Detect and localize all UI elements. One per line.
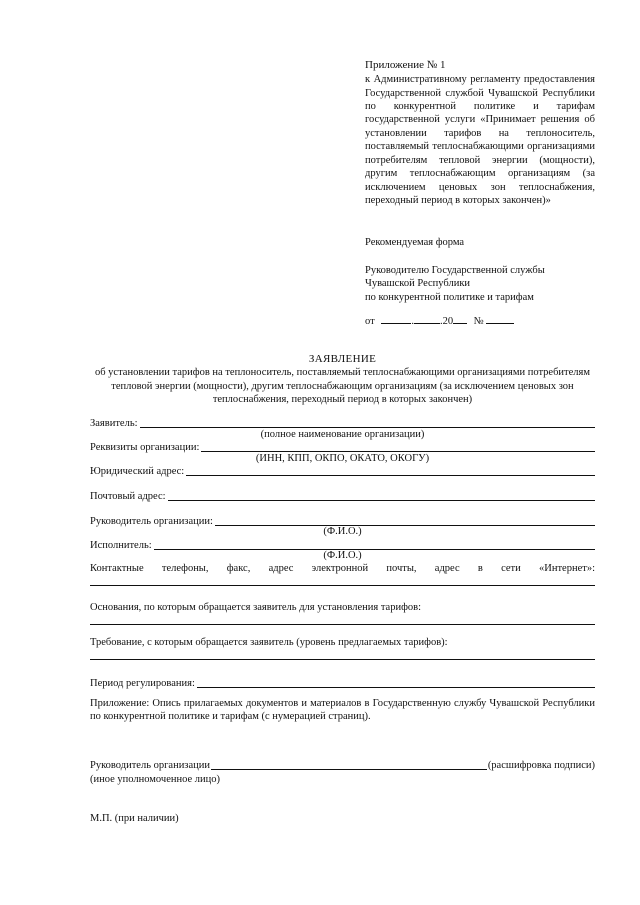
statement-title: ЗАЯВЛЕНИЕ	[308, 353, 377, 365]
contacts-label: Контактные телефоны, факс, адрес электронной почты, адрес в сети «Интернет»:	[90, 563, 595, 574]
head-label: Руководитель организации:	[90, 516, 213, 527]
requisites-label: Реквизиты организации:	[90, 442, 200, 453]
period-label: Период регулирования:	[90, 678, 195, 689]
legal-address-row	[90, 465, 595, 478]
executor-label: Исполнитель:	[90, 540, 152, 551]
period-field[interactable]	[197, 677, 595, 688]
annex-title: Приложение № 1	[365, 59, 446, 71]
number-sign: №	[473, 316, 484, 327]
day-blank[interactable]	[381, 314, 411, 324]
postal-address-row	[90, 490, 595, 503]
statement-title-block	[90, 352, 595, 406]
stamp-note: М.П. (при наличии)	[90, 813, 179, 824]
grounds-label: Основания, по которым обращается заявитель для установления тарифов:	[90, 602, 421, 613]
addressee-line-3: по конкурентной политике и тарифам	[365, 291, 534, 303]
annex-text: к Административному регламенту предоставления Государственной службой Чувашской Республики по конкурентной политике и тарифам государственной услуги «Принимает решения об установлении тарифов на теплоноситель, поставляемый теплоснабжающими организациями потребителям тепловой энергии (мощности), другим теплоснабжающим организациям (за исключением ценовых зон теплоснабжения, переходный период в которых закончен)»	[365, 74, 595, 207]
signature-row	[90, 759, 595, 772]
annex-header	[365, 58, 595, 207]
signature-label: Руководитель организации	[90, 760, 210, 771]
requirement-field[interactable]	[90, 659, 595, 660]
postal-address-label: Почтовый адрес:	[90, 491, 166, 502]
signature-field[interactable]	[211, 759, 487, 770]
period-row	[90, 677, 595, 690]
date-year-prefix: .20	[439, 316, 454, 327]
applicant-field[interactable]	[140, 417, 595, 428]
date-prefix: от	[365, 316, 375, 327]
month-blank[interactable]	[414, 314, 440, 324]
addressee-line-1: Руководителю Государственной службы	[365, 265, 545, 276]
requisites-field[interactable]	[201, 441, 595, 452]
grounds-field[interactable]	[90, 624, 595, 625]
year-blank[interactable]	[453, 314, 467, 324]
applicant-label: Заявитель:	[90, 418, 138, 429]
date-number-line	[365, 314, 595, 328]
addressee-line-2: Чувашской Республики	[365, 278, 471, 290]
recommended-form-label: Рекомендуемая форма	[365, 237, 465, 248]
number-blank[interactable]	[486, 314, 514, 324]
head-hint: (Ф.И.О.)	[323, 526, 362, 537]
requirement-label: Требование, с которым обращается заявитель (уровень предлагаемых тарифов):	[90, 637, 448, 648]
requisites-hint: (ИНН, КПП, ОКПО, ОКАТО, ОКОГУ)	[255, 453, 430, 464]
executor-hint: (Ф.И.О.)	[323, 550, 362, 561]
legal-address-field[interactable]	[186, 465, 595, 476]
applicant-hint: (полное наименование организации)	[260, 429, 425, 440]
legal-address-label: Юридический адрес:	[90, 466, 185, 477]
authorized-person-note: (иное уполномоченное лицо)	[90, 774, 220, 785]
postal-address-field[interactable]	[168, 490, 595, 501]
contacts-field[interactable]	[90, 585, 595, 586]
appendix-note: Приложение: Опись прилагаемых документов и материалов в Государственную службу Чувашской Республики по конкурентной политике и тарифам (с нумерацией страниц).	[90, 698, 595, 723]
addressee-block	[365, 264, 595, 304]
date-dot-1: .	[411, 316, 414, 327]
statement-subtitle: об установлении тарифов на теплоноситель, поставляемый теплоснабжающими организациями потребителям тепловой энергии (мощности), другим теплоснабжающим организациям (за исключением ценовых зон теплоснабжения, переходный период в которых закончен)	[94, 367, 591, 405]
signature-decode: (расшифровка подписи)	[487, 760, 595, 771]
